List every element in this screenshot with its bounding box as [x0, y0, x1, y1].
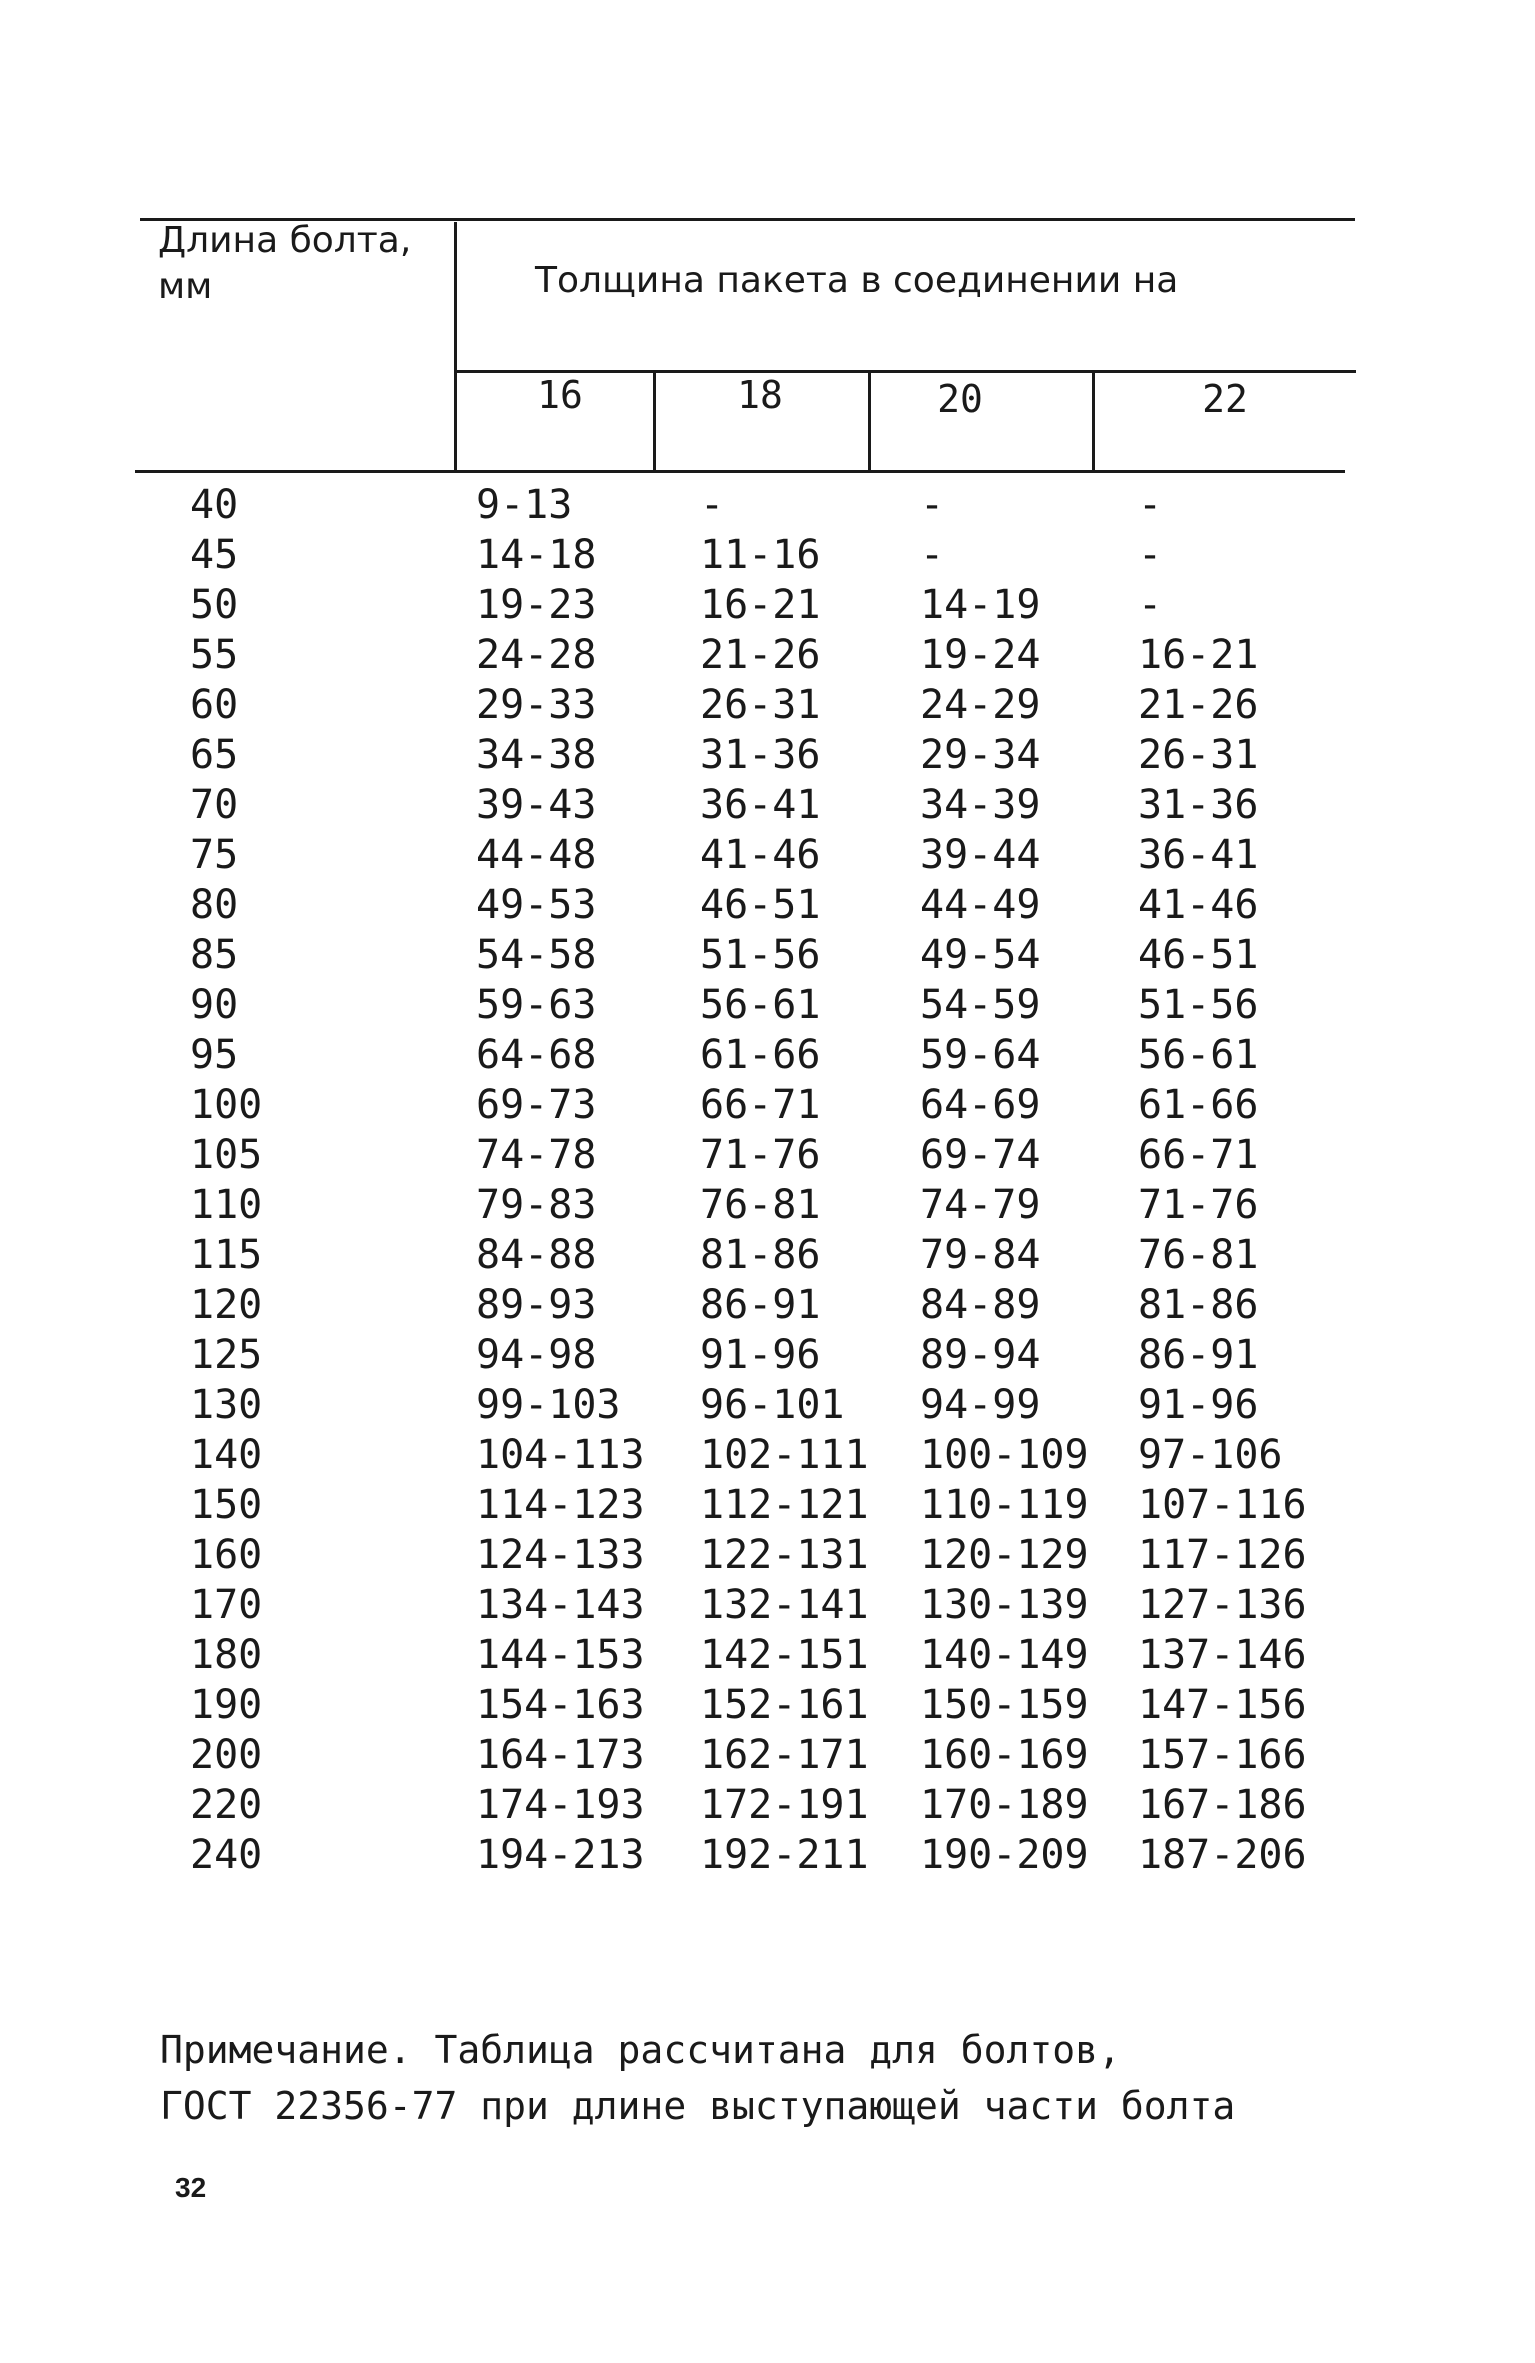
thickness-cell: 96-101 — [700, 1382, 845, 1428]
thickness-cell: 132-141 — [700, 1582, 869, 1628]
thickness-cell: 97-106 — [1138, 1432, 1283, 1478]
thickness-cell: 16-21 — [700, 582, 821, 628]
thickness-cell: 46-51 — [700, 882, 821, 928]
note-line-2: ГОСТ 22356-77 при длине выступающей части болта — [160, 2084, 1236, 2128]
thickness-cell: 137-146 — [1138, 1632, 1307, 1678]
bolt-length-cell: 160 — [190, 1532, 263, 1578]
header-divider-20-22 — [1092, 373, 1095, 470]
table-row — [0, 1330, 1535, 1380]
table-row — [0, 980, 1535, 1030]
thickness-cell: - — [920, 482, 945, 528]
bolt-length-cell: 55 — [190, 632, 239, 678]
thickness-cell: 59-63 — [476, 982, 597, 1028]
thickness-cell: 91-96 — [1138, 1382, 1259, 1428]
table-row — [0, 1680, 1535, 1730]
thickness-cell: 150-159 — [920, 1682, 1089, 1728]
thickness-cell: 127-136 — [1138, 1582, 1307, 1628]
bolt-length-cell: 125 — [190, 1332, 263, 1378]
bolt-length-cell: 45 — [190, 532, 239, 578]
bolt-length-cell: 140 — [190, 1432, 263, 1478]
thickness-cell: 51-56 — [700, 932, 821, 978]
thickness-cell: 124-133 — [476, 1532, 645, 1578]
thickness-cell: 142-151 — [700, 1632, 869, 1678]
bolt-length-cell: 90 — [190, 982, 239, 1028]
thickness-cell: 152-161 — [700, 1682, 869, 1728]
bolt-length-header: Длина болта, мм — [158, 220, 412, 307]
thickness-cell: 24-28 — [476, 632, 597, 678]
thickness-cell: 76-81 — [700, 1182, 821, 1228]
thickness-cell: 56-61 — [700, 982, 821, 1028]
thickness-cell: 44-49 — [920, 882, 1041, 928]
thickness-cell: 104-113 — [476, 1432, 645, 1478]
table-row — [0, 1580, 1535, 1630]
thickness-cell: - — [1138, 482, 1163, 528]
thickness-cell: 14-19 — [920, 582, 1041, 628]
thickness-cell: 79-83 — [476, 1182, 597, 1228]
thickness-cell: 187-206 — [1138, 1832, 1307, 1878]
thickness-cell: 89-94 — [920, 1332, 1041, 1378]
thickness-cell: 59-64 — [920, 1032, 1041, 1078]
header-divider-16-18 — [653, 373, 656, 470]
thickness-cell: 84-88 — [476, 1232, 597, 1278]
table-row — [0, 1130, 1535, 1180]
thickness-cell: 99-103 — [476, 1382, 621, 1428]
bolt-length-cell: 105 — [190, 1132, 263, 1178]
thickness-cell: 122-131 — [700, 1532, 869, 1578]
thickness-cell: 14-18 — [476, 532, 597, 578]
subheader-18: 18 — [737, 373, 783, 417]
bolt-length-cell: 150 — [190, 1482, 263, 1528]
thickness-cell: 36-41 — [1138, 832, 1259, 878]
table-row — [0, 780, 1535, 830]
thickness-cell: 64-69 — [920, 1082, 1041, 1128]
table-row — [0, 930, 1535, 980]
thickness-cell: 74-79 — [920, 1182, 1041, 1228]
header-divider-main — [454, 222, 457, 470]
bolt-length-cell: 70 — [190, 782, 239, 828]
table-row — [0, 880, 1535, 930]
bolt-length-cell: 200 — [190, 1732, 263, 1778]
bolt-length-cell: 180 — [190, 1632, 263, 1678]
thickness-cell: 167-186 — [1138, 1782, 1307, 1828]
thickness-cell: 71-76 — [700, 1132, 821, 1178]
bolt-length-cell: 95 — [190, 1032, 239, 1078]
thickness-cell: 192-211 — [700, 1832, 869, 1878]
bolt-length-cell: 190 — [190, 1682, 263, 1728]
table-row — [0, 580, 1535, 630]
bolt-length-cell: 240 — [190, 1832, 263, 1878]
header-bottom-rule — [135, 470, 1345, 473]
thickness-cell: 134-143 — [476, 1582, 645, 1628]
thickness-cell: 114-123 — [476, 1482, 645, 1528]
table-row — [0, 1380, 1535, 1430]
page-number: 32 — [175, 2172, 207, 2203]
thickness-cell: 41-46 — [700, 832, 821, 878]
bolt-length-cell: 120 — [190, 1282, 263, 1328]
thickness-cell: 19-24 — [920, 632, 1041, 678]
table-row — [0, 1280, 1535, 1330]
thickness-cell: 94-98 — [476, 1332, 597, 1378]
note-line-1: Примечание. Таблица рассчитана для болтов, — [160, 2028, 1121, 2072]
table-row — [0, 1180, 1535, 1230]
thickness-cell: 16-21 — [1138, 632, 1259, 678]
thickness-cell: 110-119 — [920, 1482, 1089, 1528]
thickness-cell: 144-153 — [476, 1632, 645, 1678]
thickness-cell: 147-156 — [1138, 1682, 1307, 1728]
thickness-cell: 91-96 — [700, 1332, 821, 1378]
thickness-cell: 34-39 — [920, 782, 1041, 828]
thickness-cell: 9-13 — [476, 482, 573, 528]
thickness-cell: 34-38 — [476, 732, 597, 778]
thickness-cell: 39-44 — [920, 832, 1041, 878]
thickness-cell: - — [1138, 582, 1163, 628]
thickness-cell: 86-91 — [1138, 1332, 1259, 1378]
bolt-length-cell: 60 — [190, 682, 239, 728]
table-row — [0, 1780, 1535, 1830]
thickness-cell: 154-163 — [476, 1682, 645, 1728]
table-row — [0, 1230, 1535, 1280]
table-row — [0, 530, 1535, 580]
thickness-cell: 66-71 — [700, 1082, 821, 1128]
table-row — [0, 1480, 1535, 1530]
thickness-cell: 194-213 — [476, 1832, 645, 1878]
table-row — [0, 480, 1535, 530]
thickness-cell: 112-121 — [700, 1482, 869, 1528]
thickness-cell: 54-59 — [920, 982, 1041, 1028]
thickness-cell: 172-191 — [700, 1782, 869, 1828]
thickness-cell: 164-173 — [476, 1732, 645, 1778]
bolt-length-cell: 65 — [190, 732, 239, 778]
thickness-cell: 71-76 — [1138, 1182, 1259, 1228]
table-row — [0, 830, 1535, 880]
table-row — [0, 1080, 1535, 1130]
thickness-cell: - — [920, 532, 945, 578]
thickness-cell: 61-66 — [1138, 1082, 1259, 1128]
bolt-length-cell: 115 — [190, 1232, 263, 1278]
thickness-cell: 76-81 — [1138, 1232, 1259, 1278]
thickness-cell: 54-58 — [476, 932, 597, 978]
thickness-cell: 102-111 — [700, 1432, 869, 1478]
thickness-cell: 107-116 — [1138, 1482, 1307, 1528]
thickness-cell: 49-53 — [476, 882, 597, 928]
thickness-cell: 29-34 — [920, 732, 1041, 778]
table-row — [0, 1830, 1535, 1880]
table-row — [0, 1530, 1535, 1580]
thickness-cell: 157-166 — [1138, 1732, 1307, 1778]
thickness-cell: 56-61 — [1138, 1032, 1259, 1078]
thickness-cell: 26-31 — [700, 682, 821, 728]
thickness-cell: 51-56 — [1138, 982, 1259, 1028]
thickness-cell: - — [700, 482, 725, 528]
bolt-length-cell: 75 — [190, 832, 239, 878]
table-row — [0, 1030, 1535, 1080]
header-divider-18-20 — [868, 373, 871, 470]
thickness-cell: 94-99 — [920, 1382, 1041, 1428]
thickness-cell: 31-36 — [1138, 782, 1259, 828]
thickness-cell: 39-43 — [476, 782, 597, 828]
table-row — [0, 730, 1535, 780]
thickness-cell: 69-73 — [476, 1082, 597, 1128]
table-row — [0, 1730, 1535, 1780]
thickness-cell: 69-74 — [920, 1132, 1041, 1178]
table-row — [0, 1430, 1535, 1480]
thickness-cell: 61-66 — [700, 1032, 821, 1078]
bolt-length-cell: 110 — [190, 1182, 263, 1228]
subheader-20: 20 — [937, 377, 983, 421]
thickness-cell: 21-26 — [700, 632, 821, 678]
thickness-cell: 170-189 — [920, 1782, 1089, 1828]
thickness-cell: 24-29 — [920, 682, 1041, 728]
bolt-length-cell: 80 — [190, 882, 239, 928]
thickness-cell: 31-36 — [700, 732, 821, 778]
thickness-cell: 160-169 — [920, 1732, 1089, 1778]
thickness-cell: 64-68 — [476, 1032, 597, 1078]
thickness-cell: 49-54 — [920, 932, 1041, 978]
thickness-cell: 100-109 — [920, 1432, 1089, 1478]
thickness-cell: 29-33 — [476, 682, 597, 728]
thickness-cell: 26-31 — [1138, 732, 1259, 778]
thickness-cell: 84-89 — [920, 1282, 1041, 1328]
thickness-cell: 89-93 — [476, 1282, 597, 1328]
bolt-length-cell: 85 — [190, 932, 239, 978]
thickness-cell: 81-86 — [700, 1232, 821, 1278]
thickness-cell: 117-126 — [1138, 1532, 1307, 1578]
thickness-cell: 190-209 — [920, 1832, 1089, 1878]
table-row — [0, 630, 1535, 680]
bolt-length-cell: 130 — [190, 1382, 263, 1428]
thickness-cell: 120-129 — [920, 1532, 1089, 1578]
thickness-cell: 11-16 — [700, 532, 821, 578]
thickness-cell: 79-84 — [920, 1232, 1041, 1278]
table-row — [0, 680, 1535, 730]
subheader-22: 22 — [1202, 377, 1248, 421]
thickness-cell: 162-171 — [700, 1732, 869, 1778]
thickness-cell: 44-48 — [476, 832, 597, 878]
bolt-length-cell: 220 — [190, 1782, 263, 1828]
thickness-cell: 81-86 — [1138, 1282, 1259, 1328]
bolt-length-cell: 170 — [190, 1582, 263, 1628]
thickness-cell: 21-26 — [1138, 682, 1259, 728]
bolt-length-cell: 40 — [190, 482, 239, 528]
bolt-length-cell: 100 — [190, 1082, 263, 1128]
thickness-cell: 41-46 — [1138, 882, 1259, 928]
subheader-16: 16 — [537, 373, 583, 417]
thickness-cell: 46-51 — [1138, 932, 1259, 978]
thickness-cell: 66-71 — [1138, 1132, 1259, 1178]
thickness-cell: 74-78 — [476, 1132, 597, 1178]
thickness-cell: 140-149 — [920, 1632, 1089, 1678]
bolt-length-cell: 50 — [190, 582, 239, 628]
thickness-cell: 130-139 — [920, 1582, 1089, 1628]
table-body — [0, 480, 1535, 1880]
thickness-cell: 19-23 — [476, 582, 597, 628]
thickness-cell: 36-41 — [700, 782, 821, 828]
thickness-group-header: Толщина пакета в соединении на — [535, 260, 1179, 301]
thickness-cell: 86-91 — [700, 1282, 821, 1328]
thickness-cell: - — [1138, 532, 1163, 578]
thickness-cell: 174-193 — [476, 1782, 645, 1828]
table-row — [0, 1630, 1535, 1680]
